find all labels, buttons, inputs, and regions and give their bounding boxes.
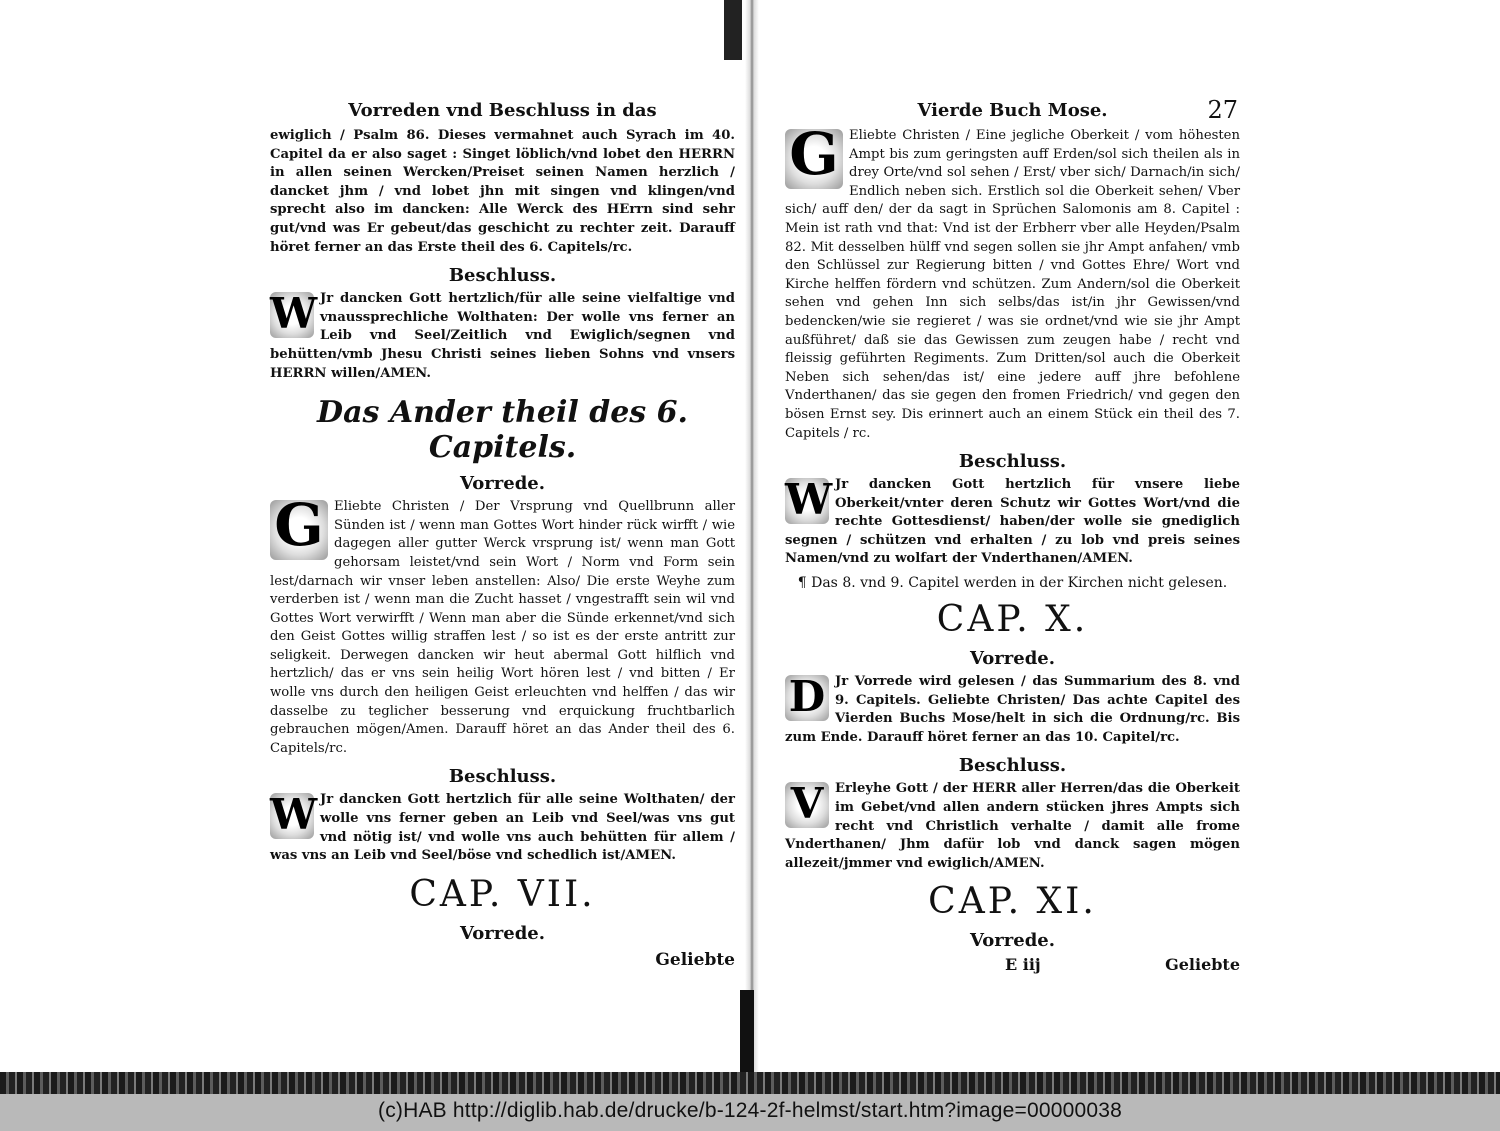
binding-shadow-top xyxy=(724,0,742,60)
binding-shadow-bottom xyxy=(740,990,754,1080)
left-beschluss-2-block xyxy=(270,791,735,865)
right-cap-x-vorrede-heading: Vorrede. xyxy=(969,648,1056,670)
left-section-title: Das Ander theil des 6. Capitels. xyxy=(317,395,688,466)
right-cap-xi-title: CAP. XI. xyxy=(928,881,1097,923)
decorated-initial-icon: W xyxy=(270,790,318,840)
left-beschluss-2-text: Jr dancken Gott hertzlich für alle seine Wolthaten/ der wolle vns ferner geben an Leib vnd Seel/was vns gut vnd nötig ist/ vnd wolle vns auch behütten für allem / was vns an Leib vnd Seel/böse vnd schedlich ist/AMEN. xyxy=(270,792,735,864)
right-page-foot xyxy=(785,955,1240,974)
left-cap-vorrede: Vorrede. xyxy=(459,922,546,944)
right-beschluss-2-block xyxy=(785,780,1240,873)
decorated-initial-icon: W xyxy=(270,289,318,339)
left-catchword: Geliebte xyxy=(655,949,735,970)
scanner-edge-band xyxy=(0,1072,1500,1094)
left-beschluss-1-text: Jr dancken Gott hertzlich/für alle seine vielfaltige vnd vnaussprechliche Wolthaten: Der wolle vns ferner an Leib vnd Seel/Zeitlich vnd Ewiglich/segnen vnd behütten/vmb Jhesu Christi seines lieben Sohns vnd vnsers HERRN willen/AMEN. xyxy=(270,291,735,381)
left-intro-paragraph: ewiglich / Psalm 86. Dieses vermahnet auch Syrach im 40. Capitel da er also saget : Singet löblich/vnd lobet den HERRN in allen seinen Wercken/Preiset seinen Namen herzlich / dancket jhm / vnd lobet jhn mit singen vnd klingen/vnd sprecht also im dancken: Alle Werck des HErrn sind sehr gut/vnd was Er gebeut/das geschicht zu rechter zeit. Darauff höret ferner an das Erste theil des 6. Capitels/rc. xyxy=(270,128,735,255)
left-cap-title: CAP. VII. xyxy=(409,873,596,915)
right-beschluss-1-text: Jr dancken Gott hertzlich für vnsere liebe Oberkeit/vnter deren Schutz wir Gottes Wort/vnd die rechte Gottesdienst/ haben/der wolle sie gnediglich segnen / schützen vnd erhalten / zu lob vnd preis seines Namen/vnd zu wolfart der Vnderthanen/AMEN. xyxy=(785,477,1240,567)
left-vorrede-text: Eliebte Christen / Der Vrsprung vnd Quellbrunn aller Sünden ist / wenn man Gottes Wort hinder rück wirfft / wie dagegen aller gutter Werck vrsprung ist/ wenn man Gott gehorsam leistet/vnd sein Wort / Norm vnd Form sein lest/darnach wir vnser leben anstellen: Also/ Die erste Weyhe zum verderben ist / wenn man die Zucht hasset / vngestrafft sein wil vnd Gottes Wort verwirfft / Wenn man aber die Sünde erkennet/vnd sich den Geist Gottes willig straffen lest / so ist es der erste antritt zur seligkeit. Derwegen dancken wir heut abermal Gott hilflich vnd hertzlich/ das er vns sein heilig Wort hören lest / vnd bitten / Er wolle vns durch den heiligen Geist erleuchten vnd helffen / das wir dasselbe zu teglicher besserung vnd erquickung fruchtbarlich gebrauchen mögen/Amen. Darauff höret an das Ander theil des 6. Capitels/rc. xyxy=(270,499,735,756)
decorated-initial-icon: W xyxy=(785,475,833,525)
left-vorrede-block xyxy=(270,491,735,758)
chapter-note: ¶ Das 8. vnd 9. Capitel werden in der Kirchen nicht gelesen. xyxy=(797,575,1228,592)
right-cap-x-title: CAP. X. xyxy=(936,599,1089,641)
left-vorrede-heading: Vorrede. xyxy=(459,473,546,495)
decorated-initial-icon: G xyxy=(785,129,843,189)
right-cap-x-text: Jr Vorrede wird gelesen / das Summarium des 8. vnd 9. Capitels. Geliebte Christen/ Das achte Capitel des Vierden Buchs Mose/helt in sich die Ordnung/rc. Bis zum Ende. Darauff höret ferner an das 10. Capitel/rc. xyxy=(785,674,1240,745)
right-catchword: Geliebte xyxy=(1165,955,1240,975)
right-page xyxy=(785,96,1240,975)
left-beschluss-1-heading: Beschluss. xyxy=(448,265,557,287)
left-beschluss-1-block xyxy=(270,290,735,383)
right-beschluss-1-block xyxy=(785,476,1240,569)
decorated-initial-icon: D xyxy=(785,675,829,721)
right-running-head: Vierde Buch Mose. xyxy=(917,100,1108,121)
page-number: 27 xyxy=(1207,96,1238,124)
signature-mark: E iij xyxy=(1005,955,1041,975)
decorated-initial-icon: V xyxy=(785,782,829,828)
decorated-initial-icon: G xyxy=(270,500,328,560)
left-page xyxy=(270,100,735,970)
right-beschluss-2-text: Erleyhe Gott / der HERR aller Herren/das die Oberkeit im Gebet/vnd allen andern stücken jhres Ampts sich recht vnd Christlich verhalte / damit alle frome Vnderthanen/ Jhm dafür lob vnd danck sagen mögen allezeit/jmmer vnd ewiglich/AMEN. xyxy=(785,781,1240,871)
left-running-head: Vorreden vnd Beschluss in das xyxy=(348,100,657,121)
left-beschluss-2-heading: Beschluss. xyxy=(448,766,557,788)
copyright-footer: (c)HAB http://diglib.hab.de/drucke/b-124-2f-helmst/start.htm?image=00000038 xyxy=(378,1099,1122,1122)
book-gutter xyxy=(745,0,759,1075)
right-cap-x-block xyxy=(785,673,1240,747)
right-vorrede-text: Eliebte Christen / Eine jegliche Oberkeit / vom höhesten Ampt bis zum geringsten auff Erden/sol sich theilen als in drey Orte/vnd sol sehen / Erst/ vber sich/ Darnach/in sich/ Endlich neben sich. Erstlich sol die Oberkeit sehen/ Vber sich/ auff den/ der da sagt in Sprüchen Salomonis am 8. Capitel : Mein ist rath vnd that: Vnd ist der Erbherr vber alle Heyden/Psalm 82. Mit desselben hülff vnd segen sollen sie jhr Ampt anfahen/ vmb den Schlüssel zur Regierung bitten / vnd Gottes Ehre/ Wort vnd Kirche helffen fördern vnd schützen. Zum Andern/sol die Oberkeit sehen vnd gehen Inn sich selbs/das ist/in jhr Gewissen/vnd bedencken/wie sie regieret / was sie ordnet/vnd wie sie jhr Ampt außführet/ daß sie das Gewissen zum zeugen habe / recht vnd fleissig geführten Regiments. Zum Dritten/sol auch die Oberkeit Neben sich sehen/das ist/ eine jedere auff jhre befohlene Vnderthanen/ das sie gegen den fromen Friedrich/ vnd gegen den bösen Ernst sey. Dis erinnert auch an einem Stück ein theil des 7. Capitels / rc. xyxy=(785,128,1240,441)
right-beschluss-1-heading: Beschluss. xyxy=(958,451,1067,473)
right-cap-xi-vorrede: Vorrede. xyxy=(969,930,1056,952)
right-beschluss-2-heading: Beschluss. xyxy=(958,755,1067,777)
right-vorrede-block xyxy=(785,120,1240,443)
